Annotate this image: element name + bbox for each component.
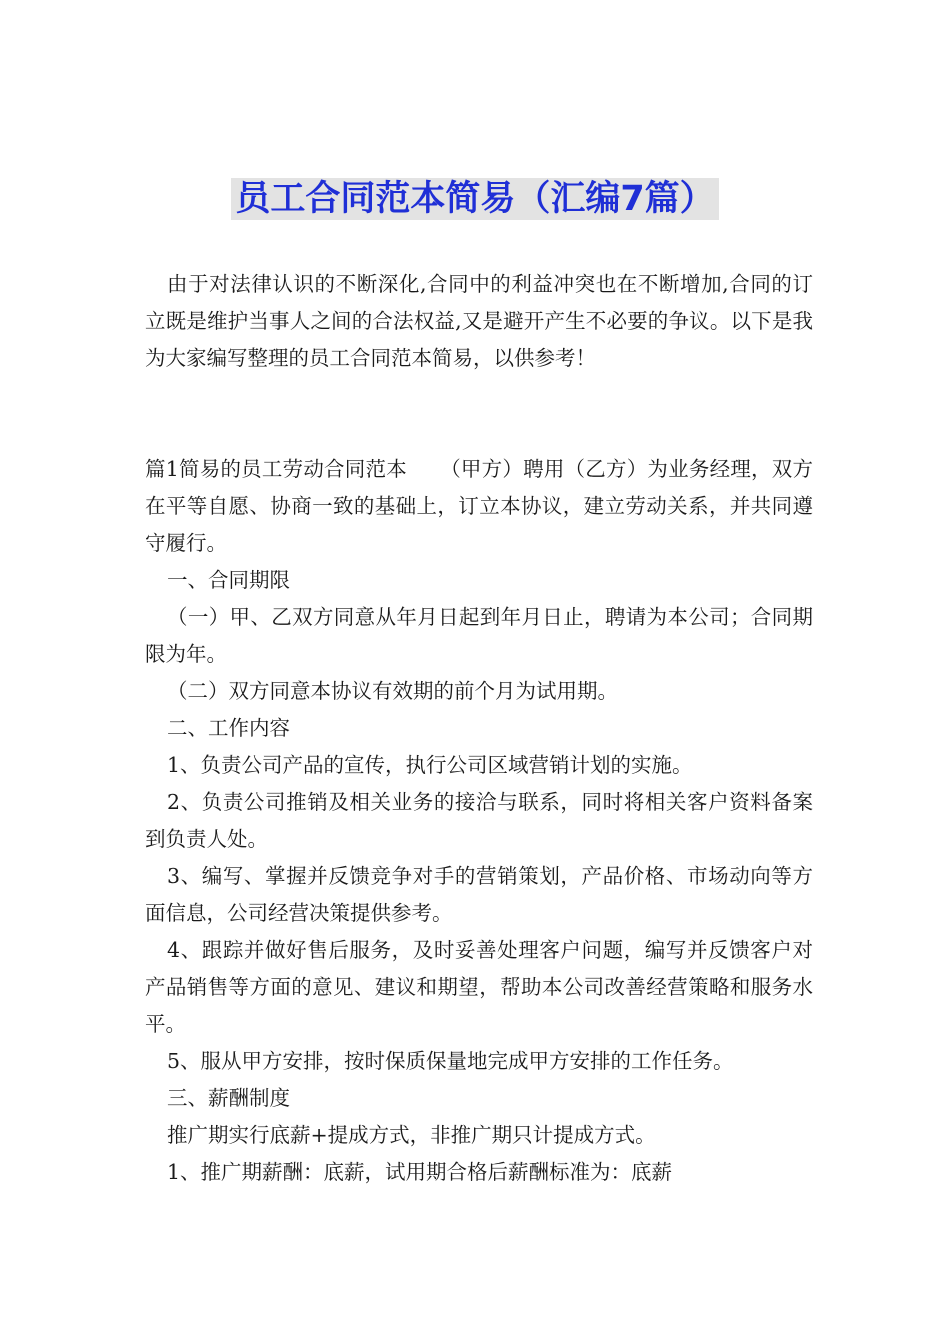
paragraph-duty-5: 5、服从甲方安排，按时保质保量地完成甲方安排的工作任务。 (167, 1049, 734, 1073)
paragraph-salary-1: 1、推广期薪酬：底薪，试用期合格后薪酬标准为：底薪 (167, 1160, 673, 1184)
paragraph-salary-heading: 三、薪酬制度 (167, 1086, 290, 1110)
paragraph-term-1: （一）甲、乙双方同意从年月日起到年月日止，聘请为本公司；合同期限为年。 (145, 605, 813, 666)
title-container (0, 178, 950, 220)
paragraph-salary-method: 推广期实行底薪+提成方式，非推广期只计提成方式。 (167, 1123, 656, 1147)
intro-paragraph: 由于对法律认识的不断深化,合同中的利益冲突也在不断增加,合同的订立既是维护当事人之间的合法权益,又是避开产生不必要的争议。以下是我为大家编写整理的员工合同范本简易，以供参考！ (145, 272, 813, 370)
paragraph-duty-2: 2、负责公司推销及相关业务的接洽与联系，同时将相关客户资料备案到负责人处。 (145, 790, 813, 851)
paragraph-duties-heading: 二、工作内容 (167, 716, 290, 740)
paragraph-duty-3: 3、编写、掌握并反馈竞争对手的营销策划，产品价格、市场动向等方面信息，公司经营决策提供参考。 (145, 864, 813, 925)
section-1-lead-paragraph (145, 451, 813, 562)
intro-block (145, 266, 813, 377)
paragraph-duty-1: 1、负责公司产品的宣传，执行公司区域营销计划的实施。 (167, 753, 693, 777)
section-1-heading: 篇1简易的员工劳动合同范本 (145, 457, 407, 481)
section-1 (145, 451, 813, 1191)
paragraph-duty-4: 4、跟踪并做好售后服务，及时妥善处理客户问题，编写并反馈客户对产品销售等方面的意见、建议和期望，帮助本公司改善经营策略和服务水平。 (145, 938, 813, 1036)
paragraph-term-heading: 一、合同期限 (167, 568, 290, 592)
section-1-lead: （甲方）聘用（乙方）为业务经理，双方在平等自愿、协商一致的基础上，订立本协议，建立劳动关系，并共同遵守履行。 (145, 457, 814, 555)
document-title: 员工合同范本简易（汇编7篇） (231, 178, 718, 220)
paragraph-term-2: （二）双方同意本协议有效期的前个月为试用期。 (167, 679, 618, 703)
